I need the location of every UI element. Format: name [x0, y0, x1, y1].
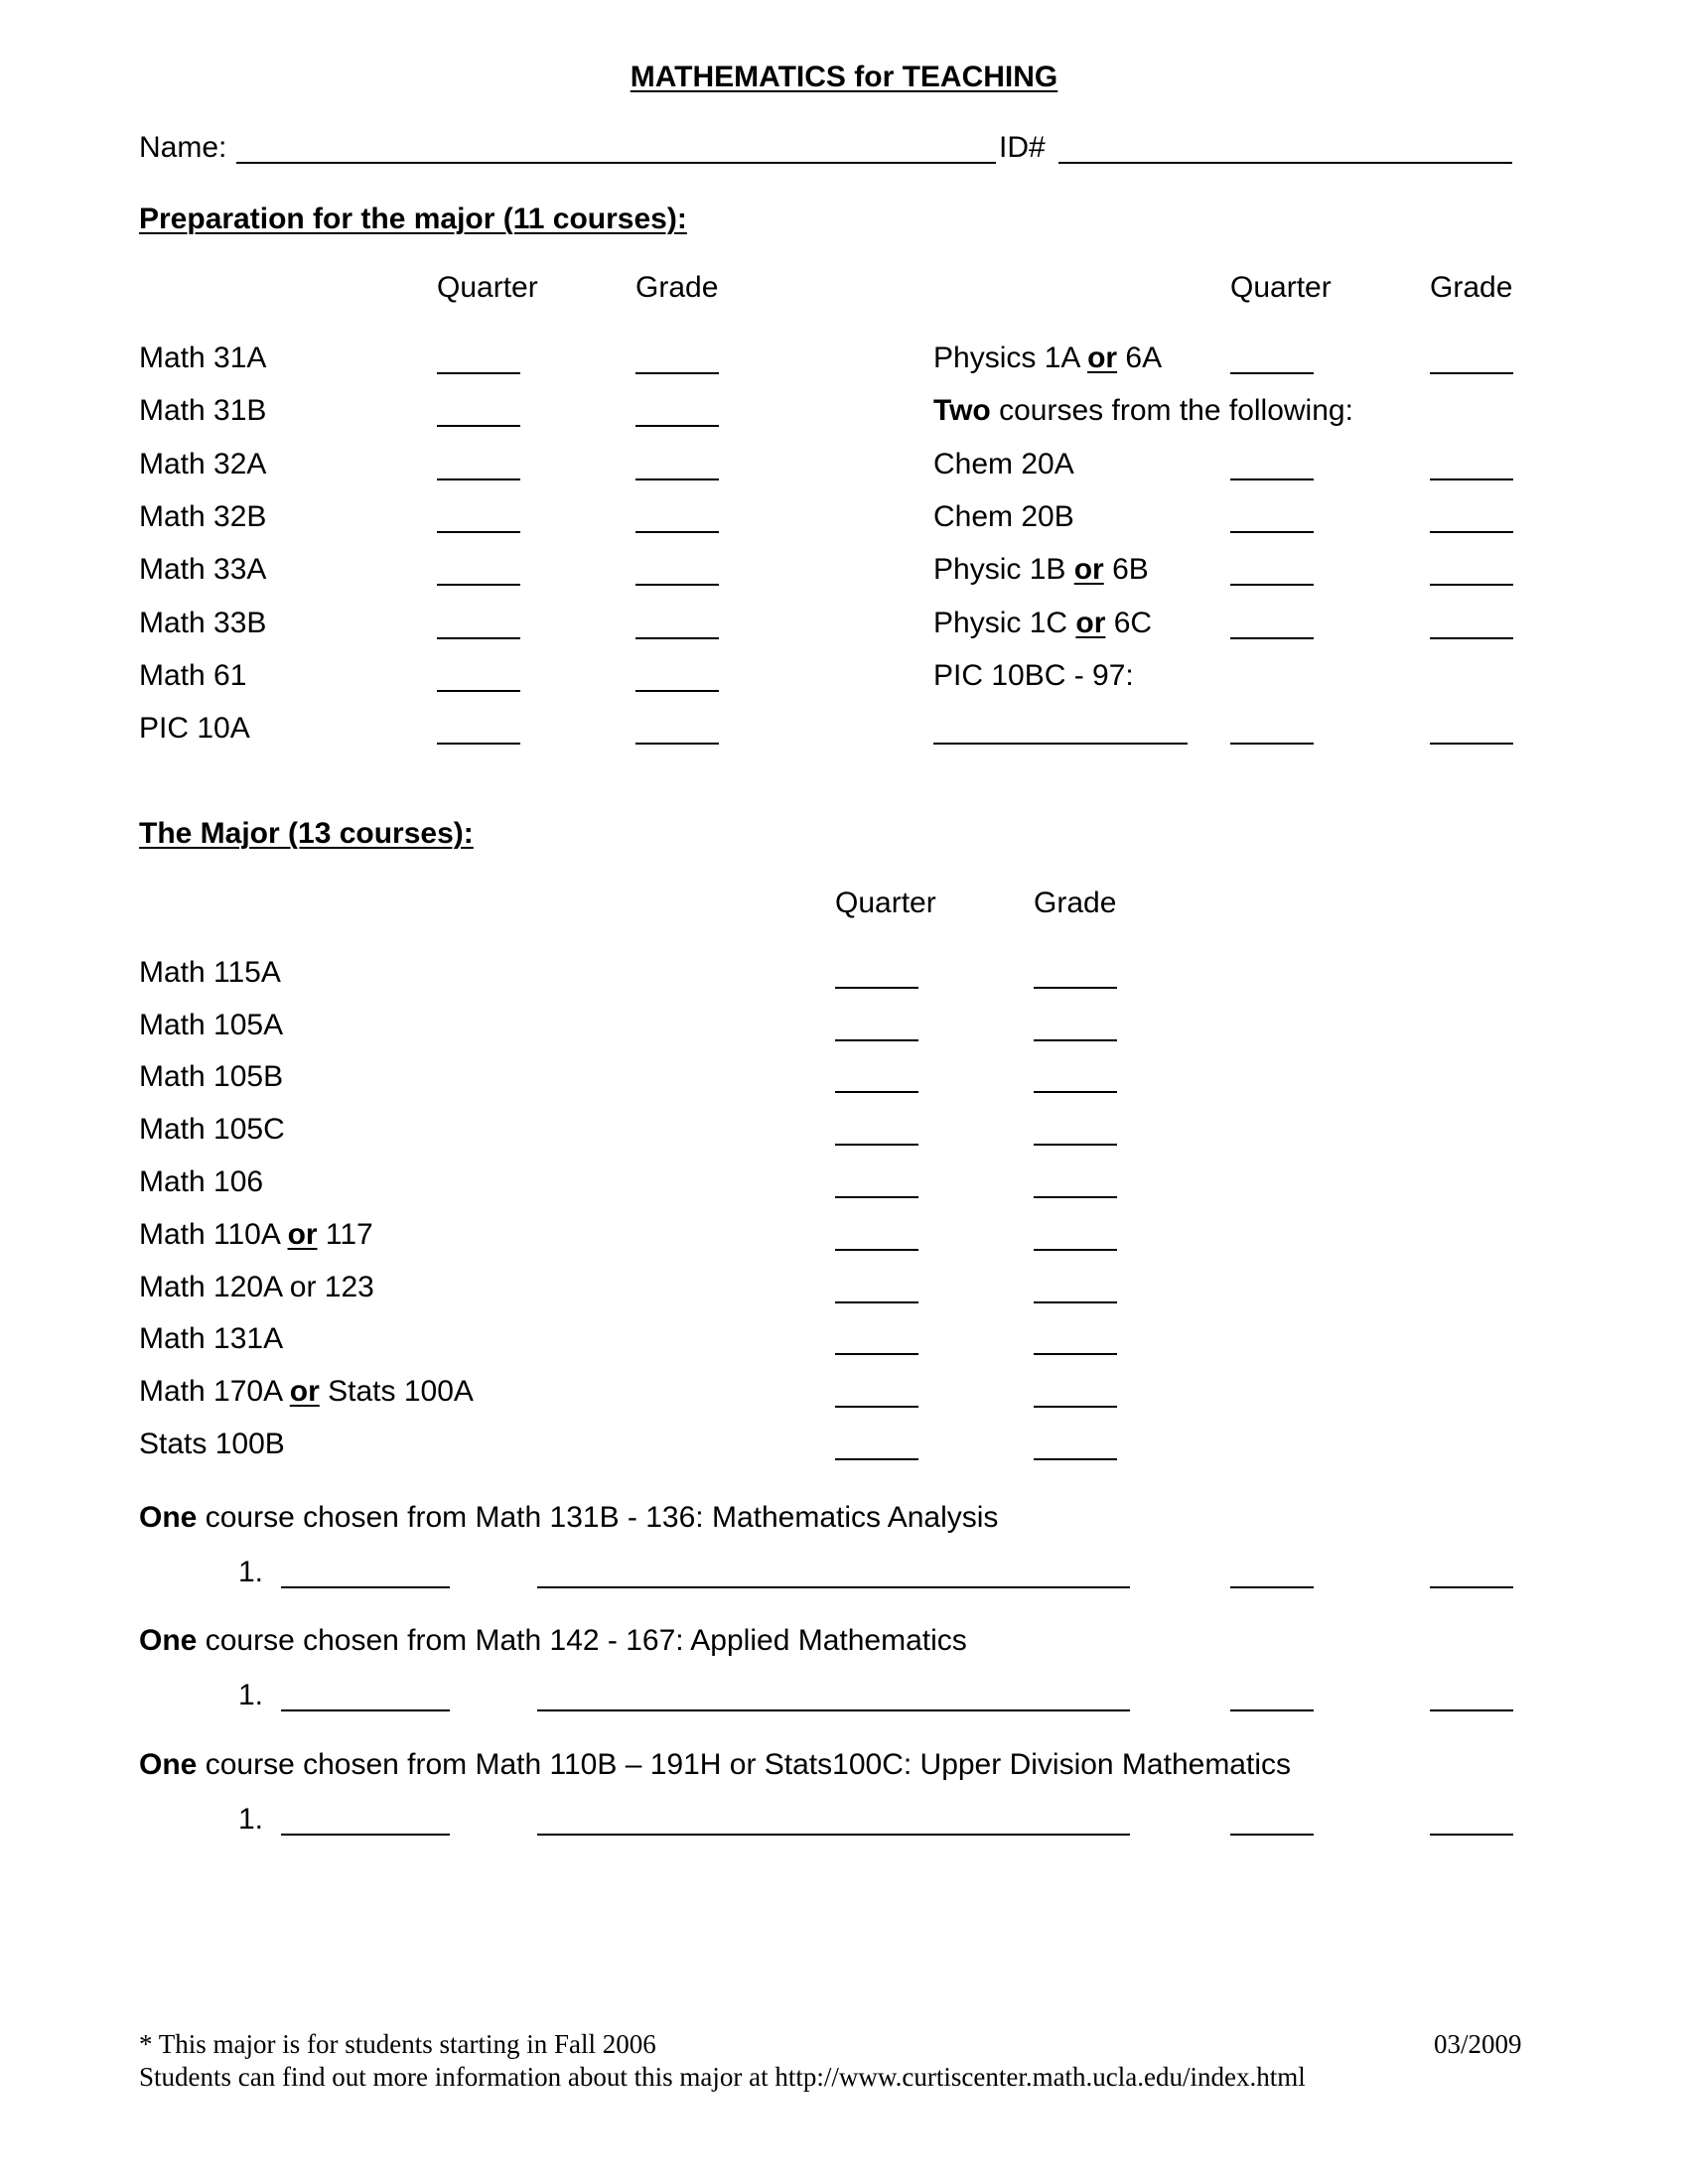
course-label: Physic 1C [933, 607, 1068, 639]
quarter-field[interactable] [437, 425, 520, 427]
elective-number: 1. [238, 1679, 264, 1711]
grade-field[interactable] [1430, 1586, 1513, 1588]
grade-field[interactable] [635, 531, 719, 533]
prep-left-grade-header: Grade [635, 271, 719, 304]
one-label: One [139, 1501, 198, 1534]
grade-field[interactable] [1034, 1144, 1117, 1146]
quarter-field[interactable] [1230, 1834, 1314, 1836]
course-pic-10a: PIC 10A [139, 712, 250, 745]
footer-date: 03/2009 [1434, 2029, 1522, 2059]
course-title-field[interactable] [537, 1834, 1130, 1836]
grade-field[interactable] [1034, 1301, 1117, 1303]
name-label: Name: [139, 131, 227, 164]
two-courses-note [933, 393, 1353, 429]
course-math-115a: Math 115A [139, 956, 281, 989]
elective-heading-upper-division [139, 1747, 1291, 1783]
name-field[interactable] [236, 162, 996, 164]
or-label: or [1087, 341, 1118, 374]
elective-text: course chosen from Math 131B - 136: Mathematics Analysis [205, 1501, 999, 1534]
course-physic-1b-or-6b [933, 552, 1149, 588]
grade-field[interactable] [1430, 584, 1513, 586]
course-physic-1c-or-6c [933, 606, 1152, 641]
course-number-field[interactable] [281, 1709, 450, 1711]
two-courses-text: courses from the following: [999, 394, 1353, 427]
grade-field[interactable] [1034, 1091, 1117, 1093]
page-title: MATHEMATICS for TEACHING [630, 61, 1058, 93]
quarter-field[interactable] [1230, 637, 1314, 639]
course-math-106: Math 106 [139, 1165, 264, 1198]
quarter-field[interactable] [437, 372, 520, 374]
quarter-field[interactable] [437, 478, 520, 480]
quarter-field[interactable] [1230, 372, 1314, 374]
course-math-105a: Math 105A [139, 1009, 284, 1041]
course-stats-100b: Stats 100B [139, 1428, 285, 1460]
quarter-field[interactable] [835, 1458, 918, 1460]
major-heading: The Major (13 courses): [139, 817, 474, 850]
footer-note: * This major is for students starting in Fall 2006 [139, 2029, 656, 2059]
grade-field[interactable] [1034, 1353, 1117, 1355]
major-grade-header: Grade [1034, 887, 1117, 919]
course-math-120a-or-123: Math 120A or 123 [139, 1271, 374, 1303]
grade-field[interactable] [1430, 531, 1513, 533]
quarter-field[interactable] [1230, 584, 1314, 586]
course-label: 6B [1112, 553, 1149, 586]
course-label: Physics 1A [933, 341, 1079, 374]
quarter-field[interactable] [437, 584, 520, 586]
quarter-field[interactable] [835, 1406, 918, 1408]
or-label: or [1075, 607, 1106, 639]
grade-field[interactable] [635, 637, 719, 639]
footer-info: Students can find out more information about this major at http://www.curtiscenter.math.ucla.edu/index.html [139, 2062, 1306, 2092]
quarter-field[interactable] [835, 1091, 918, 1093]
course-title-field[interactable] [537, 1709, 1130, 1711]
course-math-105c: Math 105C [139, 1113, 285, 1146]
prep-right-quarter-header: Quarter [1230, 271, 1332, 304]
prep-right-grade-header: Grade [1430, 271, 1513, 304]
course-math-170a-or-stats-100a [139, 1374, 474, 1410]
course-label: Math 170A [139, 1375, 282, 1408]
grade-field[interactable] [1430, 1709, 1513, 1711]
quarter-field[interactable] [835, 1144, 918, 1146]
grade-field[interactable] [1430, 743, 1513, 745]
grade-field[interactable] [1430, 1834, 1513, 1836]
course-math-31b: Math 31B [139, 394, 267, 427]
course-number-field[interactable] [281, 1586, 450, 1588]
quarter-field[interactable] [835, 1196, 918, 1198]
id-field[interactable] [1058, 162, 1512, 164]
course-math-61: Math 61 [139, 659, 247, 692]
elective-number: 1. [238, 1556, 264, 1588]
quarter-field[interactable] [1230, 743, 1314, 745]
course-label: 6C [1113, 607, 1153, 639]
grade-field[interactable] [1034, 987, 1117, 989]
id-label: ID# [999, 131, 1046, 164]
course-chem-20a: Chem 20A [933, 448, 1074, 480]
grade-field[interactable] [635, 743, 719, 745]
quarter-field[interactable] [835, 1249, 918, 1251]
quarter-field[interactable] [437, 743, 520, 745]
course-chem-20b: Chem 20B [933, 500, 1074, 533]
course-label: 6A [1125, 341, 1163, 374]
grade-field[interactable] [635, 584, 719, 586]
grade-field[interactable] [635, 425, 719, 427]
grade-field[interactable] [1034, 1249, 1117, 1251]
elective-heading-analysis [139, 1500, 998, 1536]
course-pic-10bc-97: PIC 10BC - 97: [933, 659, 1134, 692]
course-title-field[interactable] [537, 1586, 1130, 1588]
course-label: Stats 100A [328, 1375, 474, 1408]
quarter-field[interactable] [835, 1039, 918, 1041]
elective-number: 1. [238, 1803, 264, 1836]
grade-field[interactable] [1034, 1458, 1117, 1460]
elective-text: course chosen from Math 142 - 167: Applied Mathematics [205, 1624, 967, 1657]
or-label: or [287, 1218, 318, 1251]
grade-field[interactable] [1430, 372, 1513, 374]
grade-field[interactable] [1430, 637, 1513, 639]
grade-field[interactable] [635, 478, 719, 480]
course-math-31a: Math 31A [139, 341, 267, 374]
quarter-field[interactable] [437, 690, 520, 692]
elective-text: course chosen from Math 110B – 191H or Stats100C: Upper Division Mathematics [205, 1748, 1291, 1781]
course-math-33b: Math 33B [139, 607, 267, 639]
quarter-field[interactable] [437, 637, 520, 639]
course-math-32a: Math 32A [139, 448, 267, 480]
prep-left-quarter-header: Quarter [437, 271, 538, 304]
grade-field[interactable] [1034, 1406, 1117, 1408]
course-math-131a: Math 131A [139, 1322, 284, 1355]
grade-field[interactable] [1034, 1039, 1117, 1041]
course-physics-1a-or-6a [933, 341, 1162, 376]
prep-heading: Preparation for the major (11 courses): [139, 203, 687, 235]
elective-heading-applied [139, 1623, 967, 1659]
one-label: One [139, 1624, 198, 1657]
grade-field[interactable] [635, 372, 719, 374]
quarter-field[interactable] [1230, 478, 1314, 480]
quarter-field[interactable] [835, 1353, 918, 1355]
or-label: or [1073, 553, 1104, 586]
two-label: Two [933, 394, 991, 427]
course-label: 117 [325, 1218, 373, 1251]
course-math-33a: Math 33A [139, 553, 267, 586]
quarter-field[interactable] [835, 1301, 918, 1303]
quarter-field[interactable] [1230, 1586, 1314, 1588]
or-label: or [289, 1375, 320, 1408]
course-math-105b: Math 105B [139, 1060, 284, 1093]
pic-course-field[interactable] [933, 743, 1188, 745]
grade-field[interactable] [635, 690, 719, 692]
grade-field[interactable] [1430, 478, 1513, 480]
course-math-110a-or-117 [139, 1217, 373, 1253]
quarter-field[interactable] [1230, 1709, 1314, 1711]
one-label: One [139, 1748, 198, 1781]
course-math-32b: Math 32B [139, 500, 267, 533]
grade-field[interactable] [1034, 1196, 1117, 1198]
quarter-field[interactable] [437, 531, 520, 533]
course-label: Physic 1B [933, 553, 1066, 586]
quarter-field[interactable] [1230, 531, 1314, 533]
quarter-field[interactable] [835, 987, 918, 989]
major-quarter-header: Quarter [835, 887, 936, 919]
course-number-field[interactable] [281, 1834, 450, 1836]
course-label: Math 110A [139, 1218, 280, 1251]
